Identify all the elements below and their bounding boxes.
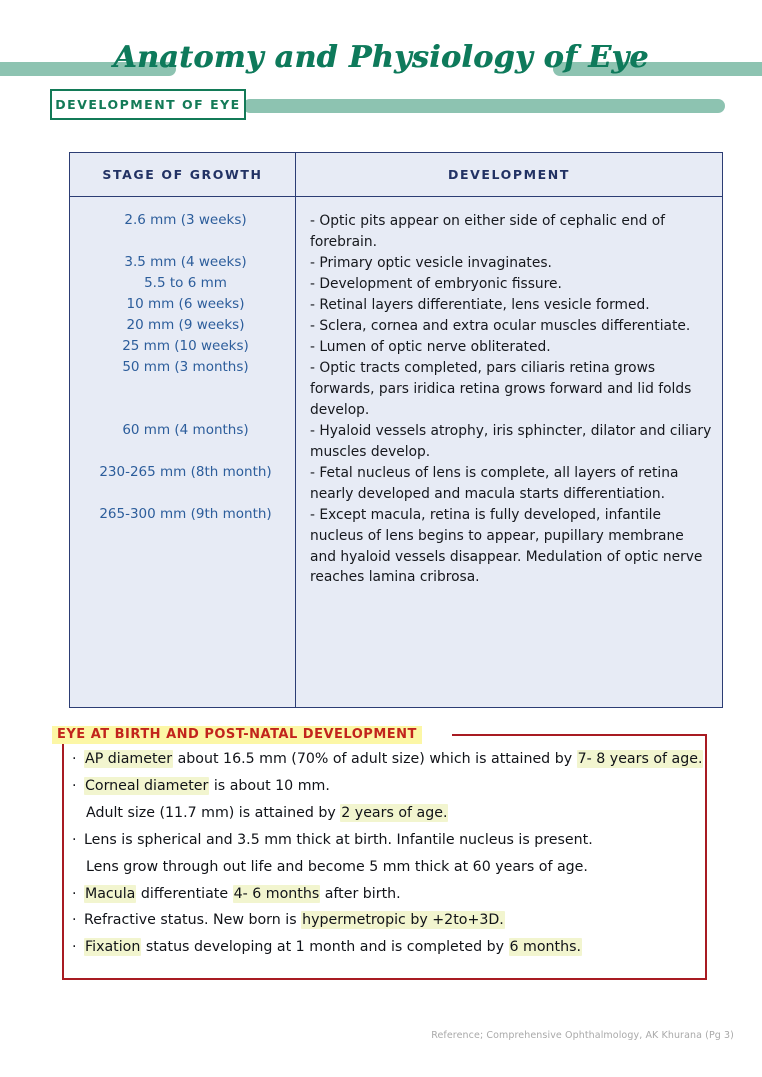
table-row-stage: 5.5 to 6 mm (144, 274, 227, 291)
table-header-stage: STAGE OF GROWTH (70, 153, 296, 196)
highlighted-text: 2 years of age. (341, 804, 448, 821)
section-label-text: DEVELOPMENT OF EYE (55, 97, 241, 112)
eye-at-birth-list (72, 752, 704, 967)
table-row-stage: 25 mm (10 weeks) (122, 337, 249, 354)
birth-list-item (72, 940, 704, 955)
highlighted-text: Fixation (85, 939, 141, 956)
table-row: - Sclera, cornea and extra ocular muscles differentiate. (310, 317, 691, 334)
birth-list-item (72, 833, 704, 848)
bullet-icon: · (72, 751, 77, 767)
plain-text: differentiate (136, 885, 233, 902)
highlighted-text: 7- 8 years of age. (577, 751, 703, 767)
highlighted-text: AP diameter (85, 751, 173, 767)
birth-list-item (72, 913, 704, 928)
table-row-stage: 10 mm (6 weeks) (126, 295, 245, 312)
decorative-bar-subtitle-right (243, 99, 725, 113)
table-row: - Optic tracts completed, pars ciliaris retina grows forwards, pars iridica retina grows forward and lid folds develop. (310, 359, 692, 418)
table-header-row (70, 153, 722, 197)
page-header (0, 0, 762, 140)
birth-list-item (72, 806, 704, 821)
table-row: - Lumen of optic nerve obliterated. (310, 338, 551, 355)
birth-list-item (72, 860, 704, 875)
reference-footer: Reference; Comprehensive Ophthalmology, AK Khurana (Pg 3) (431, 1030, 734, 1041)
table-row: - Except macula, retina is fully developed, infantile nucleus of lens begins to appear, pupillary membrane and hyaloid vessels disappear. Medulation of optic nerve reaches lamina cribrosa. (310, 506, 703, 586)
table-row: - Primary optic vesicle invaginates. (310, 254, 552, 271)
development-table (69, 152, 723, 708)
birth-list-item (72, 779, 704, 794)
plain-text: is about 10 mm. (209, 777, 330, 794)
page-title: Anatomy and Physiology of Eye (113, 40, 649, 75)
birth-list-item (72, 887, 704, 902)
table-column-stage (70, 197, 296, 707)
table-row: - Optic pits appear on either side of cephalic end of forebrain. (310, 213, 666, 250)
table-row-stage: 2.6 mm (3 weeks) (124, 212, 247, 228)
highlighted-text: Corneal diameter (85, 777, 209, 794)
highlighted-text: hypermetropic by +2to+3D. (302, 912, 504, 929)
table-row: - Development of embryonic fissure. (310, 275, 562, 292)
table-row: - Hyaloid vessels atrophy, iris sphincter, dilator and ciliary muscles develop. (310, 422, 712, 460)
plain-text: Adult size (11.7 mm) is attained by (86, 804, 341, 821)
plain-text: after birth. (320, 885, 401, 902)
birth-list-item (72, 752, 704, 767)
highlighted-text: 4- 6 months (233, 885, 320, 902)
eye-at-birth-title: EYE AT BIRTH AND POST-NATAL DEVELOPMENT (52, 726, 422, 744)
plain-text: Lens grow through out life and become 5 mm thick at 60 years of age. (86, 858, 588, 875)
table-row: - Retinal layers differentiate, lens vesicle formed. (310, 296, 650, 313)
table-row-stage: 60 mm (4 months) (122, 421, 249, 438)
highlighted-text: 6 months. (509, 939, 581, 956)
plain-text: status developing at 1 month and is completed by (141, 939, 509, 956)
bullet-icon: · (72, 912, 77, 929)
highlighted-text: Macula (85, 885, 136, 902)
plain-text: Refractive status. New born is (84, 912, 302, 929)
plain-text: Lens is spherical and 3.5 mm thick at birth. Infantile nucleus is present. (84, 831, 593, 848)
table-row: - Fetal nucleus of lens is complete, all layers of retina nearly developed and macula starts differentiation. (310, 464, 679, 502)
bullet-icon: · (72, 831, 77, 848)
bullet-icon: · (72, 777, 77, 794)
table-row-stage: 230-265 mm (8th month) (99, 463, 272, 480)
bullet-icon: · (72, 939, 77, 956)
table-row-stage: 265-300 mm (9th month) (99, 505, 272, 522)
table-header-development: DEVELOPMENT (447, 167, 570, 182)
table-row-stage: 3.5 mm (4 weeks) (124, 253, 247, 270)
table-row-stage: 50 mm (3 months) (122, 358, 249, 375)
bullet-icon: · (72, 885, 77, 902)
plain-text: about 16.5 mm (70% of adult size) which is attained by (173, 751, 577, 767)
table-body (70, 197, 722, 707)
section-label-box (50, 89, 246, 120)
table-column-development (296, 197, 722, 707)
table-row-stage: 20 mm (9 weeks) (126, 316, 245, 333)
